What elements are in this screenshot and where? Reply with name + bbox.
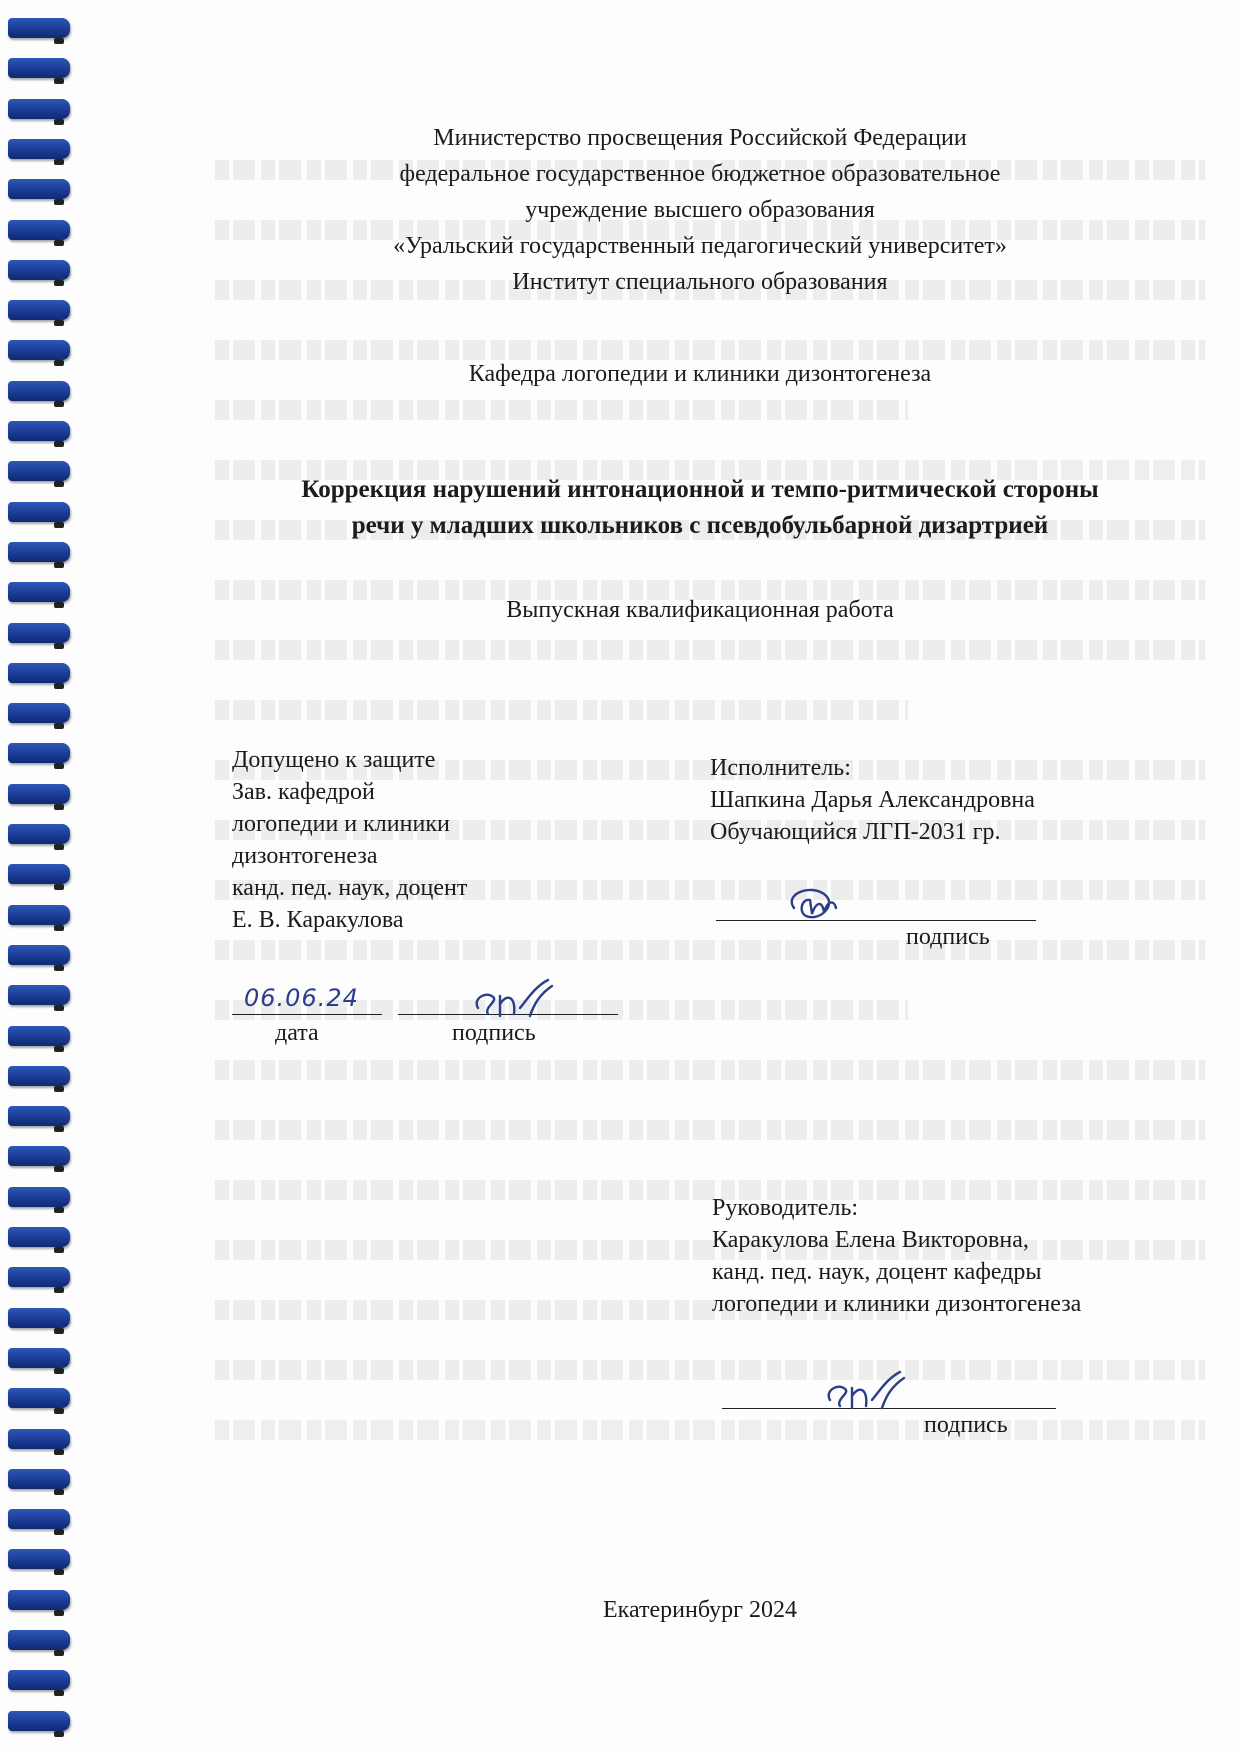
executor-signature-line: [716, 920, 1036, 921]
binding-loop: [8, 1348, 70, 1374]
binding-loop: [8, 1146, 70, 1172]
work-type: Выпускная квалификационная работа: [506, 597, 894, 623]
show-through-line: [215, 700, 908, 720]
approval-date-caption: дата: [275, 1020, 319, 1046]
binding-loop: [8, 1590, 70, 1616]
binding-loop: [8, 1388, 70, 1414]
binding-loop: [8, 1549, 70, 1575]
binding-loop: [8, 220, 70, 246]
binding-loop: [8, 300, 70, 326]
binding-loop: [8, 1429, 70, 1455]
executor-signature-icon: [780, 878, 850, 928]
show-through-line: [215, 1060, 1205, 1080]
supervisor-name: Каракулова Елена Викторовна,: [712, 1227, 1029, 1253]
supervisor-signature-icon: [822, 1360, 912, 1420]
university-name: «Уральский государственный педагогический университет»: [393, 233, 1007, 259]
binding-loop: [8, 985, 70, 1011]
binding-loop: [8, 1630, 70, 1656]
approval-degree: канд. пед. наук, доцент: [232, 875, 468, 901]
ministry-name: Министерство просвещения Российской Федерации: [433, 125, 967, 151]
supervisor-block: [712, 1192, 1081, 1320]
binding-loop: [8, 139, 70, 165]
show-through-line: [215, 640, 1205, 660]
binding-loop: [8, 864, 70, 890]
binding-loop: [8, 663, 70, 689]
approval-signature-caption: подпись: [452, 1020, 536, 1046]
binding-loop: [8, 623, 70, 649]
approval-block: [232, 744, 467, 936]
supervisor-signature-caption: подпись: [924, 1412, 1008, 1438]
thesis-title-line1: Коррекция нарушений интонационной и темпо-ритмической стороны: [301, 476, 1099, 503]
supervisor-degree: канд. пед. наук, доцент кафедры: [712, 1259, 1042, 1285]
binding-loop: [8, 1509, 70, 1535]
binding-loop: [8, 703, 70, 729]
city-year: Екатеринбург 2024: [603, 1597, 797, 1623]
binding-loop: [8, 743, 70, 769]
binding-loop: [8, 542, 70, 568]
binding-loop: [8, 582, 70, 608]
binding-loop: [8, 340, 70, 366]
binding-loop: [8, 945, 70, 971]
show-through-line: [215, 400, 908, 420]
binding-loop: [8, 260, 70, 286]
approval-head-title: Зав. кафедрой: [232, 779, 375, 805]
supervisor-department: логопедии и клиники дизонтогенеза: [712, 1291, 1082, 1317]
binding-loop: [8, 58, 70, 84]
department-name: Кафедра логопедии и клиники дизонтогенеза: [468, 361, 932, 387]
binding-loop: [8, 1670, 70, 1696]
supervisor-label: Руководитель:: [712, 1195, 859, 1221]
approval-date-line: [232, 1014, 382, 1015]
executor-group: Обучающийся ЛГП-2031 гр.: [710, 819, 1001, 845]
binding-loop: [8, 461, 70, 487]
show-through-line: [215, 1120, 1205, 1140]
approval-name: Е. В. Каракулова: [232, 907, 404, 933]
binding-loop: [8, 99, 70, 125]
binding-loop: [8, 502, 70, 528]
institute-name: Институт специального образования: [512, 269, 888, 295]
spiral-binding: [0, 0, 80, 1754]
show-through-line: [215, 940, 1205, 960]
thesis-title-line2: речи у младших школьников с псевдобульбарной дизартрией: [351, 512, 1049, 539]
show-through-line: [215, 1360, 1205, 1380]
binding-loop: [8, 1066, 70, 1092]
approval-admitted: Допущено к защите: [232, 747, 436, 773]
executor-name: Шапкина Дарья Александровна: [710, 787, 1035, 813]
executor-block: [710, 752, 1035, 848]
binding-loop: [8, 179, 70, 205]
binding-loop: [8, 905, 70, 931]
approval-date-value: 06.06.24: [244, 984, 359, 1012]
binding-loop: [8, 784, 70, 810]
binding-loop: [8, 18, 70, 44]
binding-loop: [8, 421, 70, 447]
binding-loop: [8, 1227, 70, 1253]
binding-loop: [8, 381, 70, 407]
show-through-line: [215, 1420, 1205, 1440]
binding-loop: [8, 1308, 70, 1334]
executor-label: Исполнитель:: [710, 755, 851, 781]
binding-loop: [8, 1106, 70, 1132]
institution-type-line2: учреждение высшего образования: [525, 197, 875, 223]
binding-loop: [8, 1711, 70, 1737]
approval-department-line2: дизонтогенеза: [232, 843, 378, 869]
binding-loop: [8, 1026, 70, 1052]
institution-type-line1: федеральное государственное бюджетное образовательное: [399, 161, 1001, 187]
executor-signature-caption: подпись: [906, 924, 990, 950]
approval-department-line1: логопедии и клиники: [232, 811, 450, 837]
binding-loop: [8, 824, 70, 850]
binding-loop: [8, 1469, 70, 1495]
thesis-title: [200, 472, 1200, 544]
binding-loop: [8, 1187, 70, 1213]
binding-loop: [8, 1267, 70, 1293]
